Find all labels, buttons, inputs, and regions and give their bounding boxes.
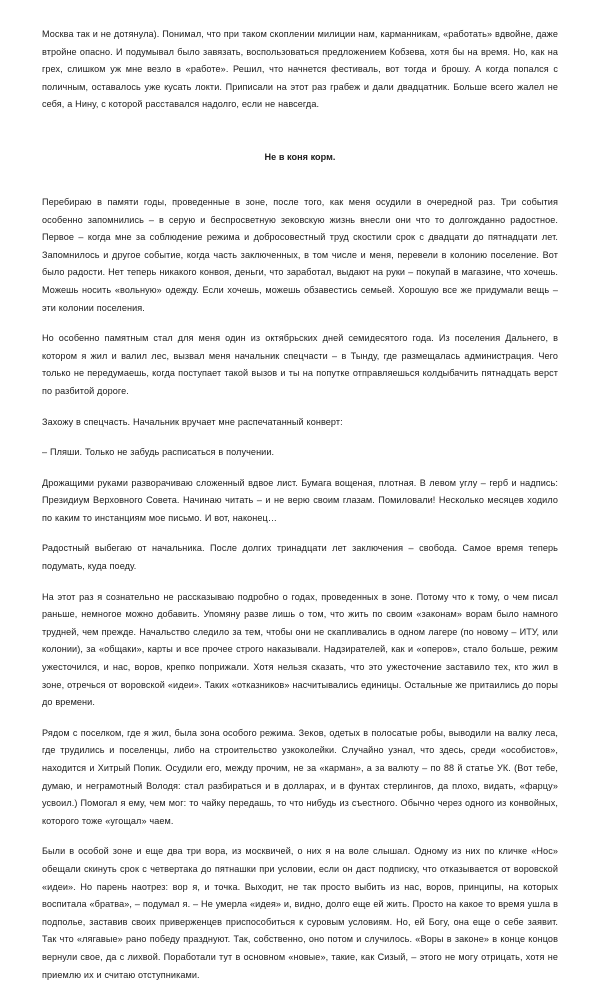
paragraph-5: Дрожащими руками разворачиваю сложенный вдвое лист. Бумага вощеная, плотная. В левом углу – герб и надпись: Президиум Верховного Совета. Начинаю читать – и не верю своим глазам. Помиловали! Несколько месяцев ходило по каким то инстанциям мое письмо. И вот, наконец… — [42, 477, 558, 523]
paragraph-3: Захожу в спецчасть. Начальник вручает мне распечатанный конверт: — [42, 416, 343, 427]
paragraph-8: Рядом с поселком, где я жил, была зона особого режима. Зеков, одетых в полосатые робы, выводили на валку леса, где трудились и поселенцы, либо на строительство узкоколейки. Случайно узнал, что здесь, среди «особистов», находится и Хитрый Попик. Осудили его, между прочим, не за «карман», а за валюту – по 88 й статье УК. (Вот тебе, думаю, и неграмотный Володя: стал разбираться и в долларах, и в фунтах стерлингов, да плохо, видать, «фарцу» усвоил.) Помогал я ему, чем мог: то чайку передашь, то что нибудь из съестного. Обычно через одного из конвойных, которого тоже «угощал» чаем. — [42, 727, 558, 826]
paragraph-2: Но особенно памятным стал для меня один из октябрьских дней семидесятого года. Из поселения Дальнего, в котором я жил и валил лес, вызвал меня начальник спецчасти – в Тынду, где размещалась администрация. Чего только не передумаешь, когда поступает такой вызов и ты на попутке отправляешься колдыбачить пятнадцать верст по разбитой дороге. — [42, 333, 558, 396]
paragraph-4: – Пляши. Только не забудь расписаться в получении. — [42, 447, 275, 458]
paragraph-6: Радостный выбегаю от начальника. После долгих тринадцати лет заключения – свобода. Самое время теперь подумать, куда поеду. — [42, 543, 558, 572]
paragraph-intro: Москва так и не дотянула). Понимал, что при таком скоплении милиции нам, карманникам, «работать» вдвойне, даже втройне опасно. И подумывал было завязать, воспользоваться предложением Кобзева, хотя бы на время. Но, как на грех, слишком уж мне везло в «работе». Решил, что начнется фестиваль, вот тогда и брошу. А когда попался с поличным, оставалось уже кусать локти. Приписали на этот раз грабеж и дали двадцатник. Больше всего жалел не себя, а Нину, с которой расставался надолго, если не навсегда. — [42, 29, 558, 110]
paragraph-9: Были в особой зоне и еще два три вора, из москвичей, о них я на воле слышал. Одному из них по кличке «Нос» обещали скинуть срок с четвертака до пятнашки при условии, если он даст подписку, что отказывается от воровской «идеи». Но парень наотрез: вор я, и точка. Выходит, не так просто выбить из нас, воров, принципы, на которых воспитала «братва», – подумал я. – Не умерла «идея» и, видно, долго еще ей жить. Просто на какое то время ушла в подполье, заставив своих приверженцев приспособиться к суровым условиям. Но, ей Богу, она еще о себе заявит. Так что «лягавые» рано победу празднуют. Так, собственно, оно потом и случилось. «Воры в законе» в конце концов вернули свое, да с лихвой. Поработали тут в основном «новые», такие, как Сизый, – этого не могу отрицать, хотя не приемлю их и считаю отступниками. — [42, 846, 558, 980]
paragraph-7: На этот раз я сознательно не рассказываю подробно о годах, проведенных в зоне. Потому что к тому, о чем писал раньше, немногое можно добавить. Упомяну разве лишь о том, что жить по своим «законам» ворам было намного трудней, чем прежде. Начальство следило за тем, чтобы они не скапливались в одном лагере (по новому – ИТУ, или колонии), за «общаки», карты и все прочее строго наказывали. Надзирателей, как и «оперов», стало больше, режим ужесточился, и нас, воров, крепко поприжали. Хотя нельзя сказать, что это ужесточение заставило тех, кто жил в зоне, отречься от воровской «идеи». Таких «отказников» насчитывались единицы. Остальные же притаились до поры до времени. — [42, 591, 558, 708]
paragraph-1: Перебираю в памяти годы, проведенные в зоне, после того, как меня осудили в очередной раз. Три события особенно запомнились – в серую и беспросветную зековскую жизнь внесли они что то долгожданно радостное. Первое – когда мне за соблюдение режима и добросовестный труд скостили срок с двадцати до пятнадцати лет. Запомнилось и другое событие, когда часть заключенных, в том числе и меня, перевели в колонию поселение. Вот было радости. Нет теперь никакого конвоя, деньги, что заработал, выдают на руки – покупай в магазине, что хочешь. Можешь носить «вольную» одежду. Если хочешь, можешь обзавестись семьей. Хорошую все же придумали вещь – эти колонии поселения. — [42, 196, 558, 313]
document-body — [42, 26, 558, 984]
section-heading: Не в коня корм. — [264, 151, 336, 162]
